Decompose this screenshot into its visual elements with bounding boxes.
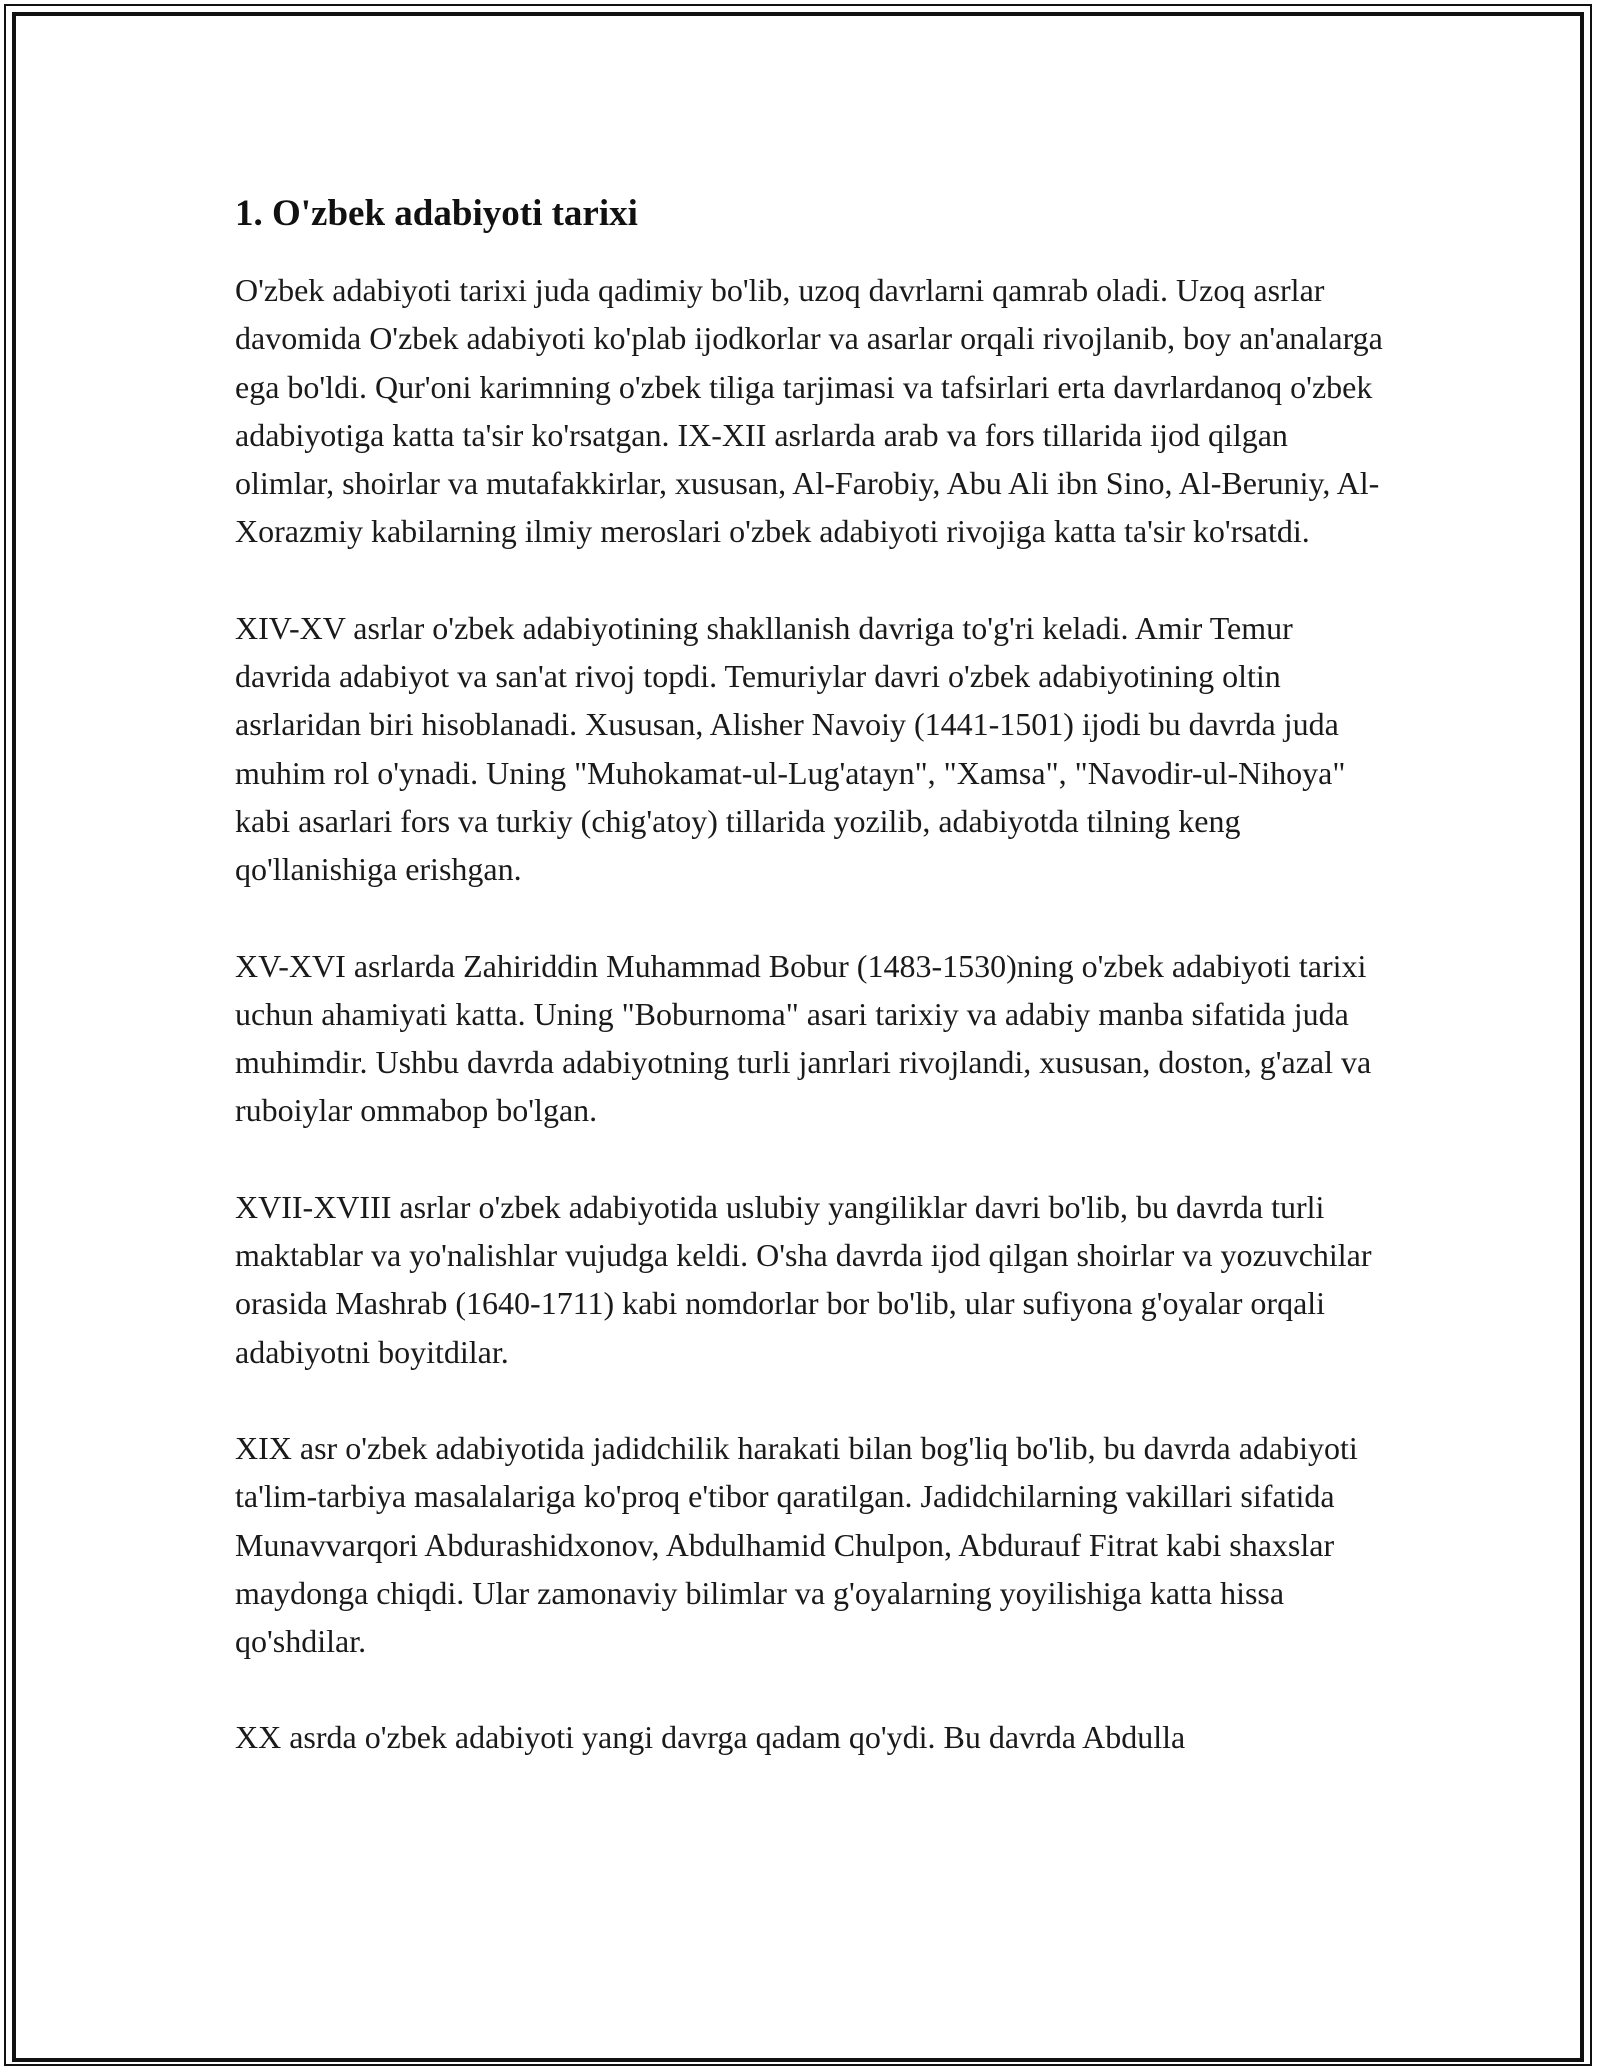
paragraph-3: XV-XVI asrlarda Zahiriddin Muhammad Bobur (1483-1530)ning o'zbek adabiyoti tarixi uchun ahamiyati katta. Uning "Boburnoma" asari tarixiy va adabiy manba sifatida juda muhimdir. Ushbu davrda adabiyotning turli janrlari rivojlandi, xususan, doston, g'azal va ruboiylar ommabop bo'lgan. (235, 947, 1372, 1129)
paragraph-1: O'zbek adabiyoti tarixi juda qadimiy bo'lib, uzoq davrlarni qamrab oladi. Uzoq asrlar davomida O'zbek adabiyoti ko'plab ijodkorlar va asarlar orqali rivojlanib, boy an'analarga ega bo'ldi. Qur'oni karimning o'zbek tiliga tarjimasi va tafsirlari erta davrlardanoq o'zbek adabiyotiga katta ta'sir ko'rsatgan. IX-XII asrlarda arab va fors tillarida ijod qilgan olimlar, shoirlar va mutafakkirlar, xususan, Al-Farobiy, Abu Ali ibn Sino, Al-Beruniy, Al-Xorazmiy kabilarning ilmiy meroslari o'zbek adabiyoti rivojiga katta ta'sir ko'rsatdi. (235, 272, 1383, 550)
section-heading: 1. O'zbek adabiyoti tarixi (235, 193, 638, 234)
paragraph-5: XIX asr o'zbek adabiyotida jadidchilik harakati bilan bog'liq bo'lib, bu davrda adabiyoti ta'lim-tarbiya masalalariga ko'proq e'tibor qaratilgan. Jadidchilarning vakillari sifatida Munavvarqori Abdurashidxonov, Abdulhamid Chulpon, Abdurauf Fitrat kabi shaxslar maydonga chiqdi. Ular zamonaviy bilimlar va g'oyalarning yoyilishiga katta hissa qo'shdilar. (235, 1429, 1358, 1660)
paragraph-6: XX asrda o'zbek adabiyoti yangi davrga qadam qo'ydi. Bu davrda Abdulla (235, 1719, 1186, 1756)
paragraph-4: XVII-XVIII asrlar o'zbek adabiyotida uslubiy yangiliklar davri bo'lib, bu davrda turli maktablar va yo'nalishlar vujudga keldi. O'sha davrda ijod qilgan shoirlar va yozuvchilar orasida Mashrab (1640-1711) kabi nomdorlar bor bo'lib, ular sufiyona g'oyalar orqali adabiyotni boyitdilar. (235, 1188, 1372, 1370)
paragraph-2: XIV-XV asrlar o'zbek adabiyotining shakllanish davriga to'g'ri keladi. Amir Temur davrida adabiyot va san'at rivoj topdi. Temuriylar davri o'zbek adabiyotining oltin asrlaridan biri hisoblanadi. Xususan, Alisher Navoiy (1441-1501) ijodi bu davrda juda muhim rol o'ynadi. Uning "Muhokamat-ul-Lug'atayn", "Xamsa", "Navodir-ul-Nihoya" kabi asarlari fors va turkiy (chig'atoy) tillarida yozilib, adabiyotda tilning keng qo'llanishiga erishgan. (235, 609, 1346, 888)
document-body (235, 184, 1385, 1810)
